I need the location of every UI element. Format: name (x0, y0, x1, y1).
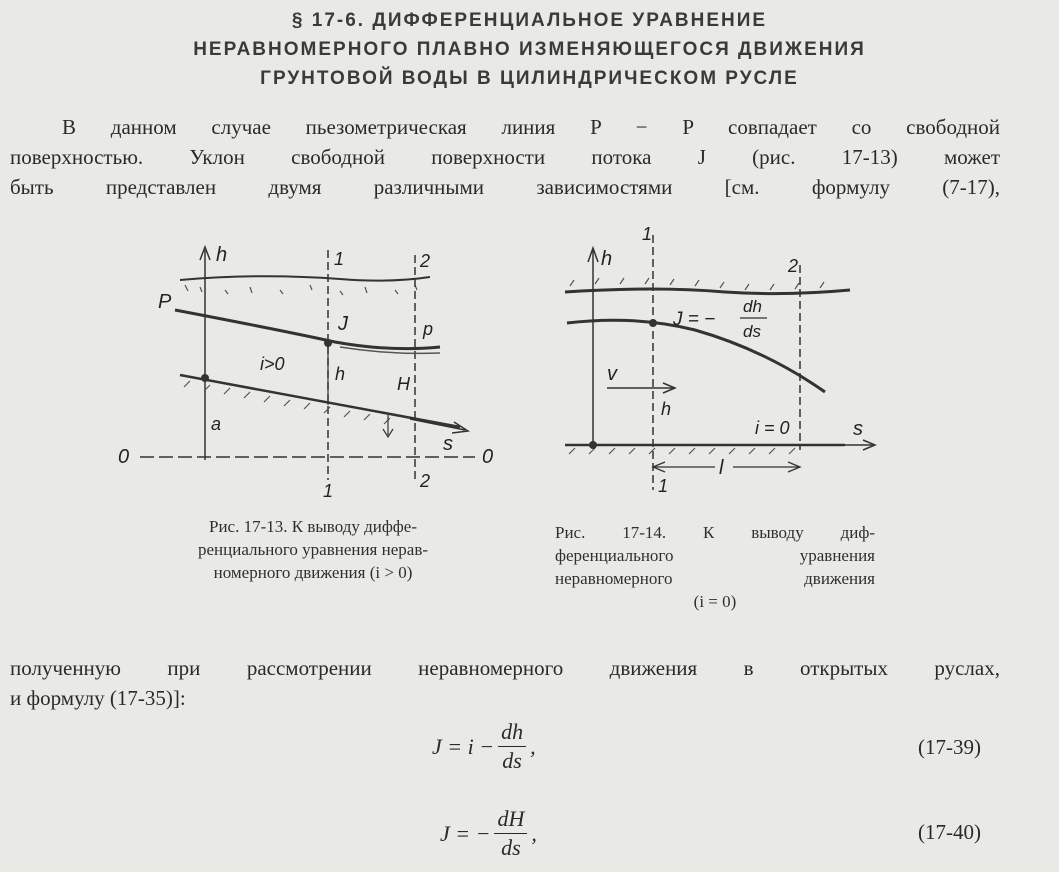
ground-surface-line (180, 276, 430, 280)
label-section-1-bottom: 1 (323, 481, 334, 500)
heading-line-2: НЕРАВНОМЕРНОГО ПЛАВНО ИЗМЕНЯЮЩЕГОСЯ ДВИЖЕНИЯ (193, 39, 866, 60)
caption-1-line-2: ренциального уравнения нерав- (197, 540, 429, 559)
label-J-eq: J = − (673, 309, 716, 330)
figure-17-14-caption (555, 521, 875, 613)
paragraph-2-line-1: полученную при рассмотрении неравномерного движения в открытых руслах, (10, 656, 1000, 680)
caption-2-line-2: ференциального уравнения (555, 546, 875, 565)
figure-17-14 (555, 220, 885, 500)
bed-hatching (569, 448, 795, 454)
label-a: a (211, 414, 222, 434)
figure-17-13-caption (128, 515, 498, 584)
caption-1-line-1: Рис. 17-13. К выводу диффе- (208, 517, 417, 536)
equation-17-39 (432, 718, 536, 775)
label-l: l (719, 457, 724, 479)
label-i-zero: i = 0 (755, 418, 790, 438)
label-h: h (601, 248, 613, 270)
label-P-left: P (158, 291, 172, 313)
caption-2-line-1: Рис. 17-14. К выводу диф- (555, 523, 875, 542)
equation-2-number: (17-40) (918, 820, 981, 844)
paragraph-1-line-2: поверхностью. Уклон свободной поверхности потока J (рис. 17-13) может (10, 145, 1000, 169)
bed-point (201, 374, 209, 382)
label-dh: dh (743, 297, 762, 316)
label-section-2-top: 2 (420, 251, 431, 271)
label-section-1-bottom: 1 (658, 476, 669, 496)
label-s: s (443, 433, 453, 455)
free-surface-line (175, 310, 440, 349)
heading-line-1: § 17-6. ДИФФЕРЕНЦИАЛЬНОЕ УРАВНЕНИЕ (291, 10, 768, 31)
paragraph-2-line-2: и формулу (17-35)]: (10, 686, 186, 710)
bed-line (180, 375, 460, 427)
point-on-surface (649, 319, 657, 327)
H-arrow (383, 415, 393, 437)
ground-surface-line (565, 289, 850, 294)
equation-1-denominator: ds (502, 748, 522, 773)
label-i-slope: i>0 (260, 354, 285, 374)
label-P-right: p (423, 319, 434, 339)
equation-17-40 (440, 805, 537, 862)
l-label-bg (715, 456, 733, 476)
label-s: s (853, 418, 863, 440)
equation-2-numerator: dH (494, 805, 527, 834)
label-section-1-top: 1 (642, 224, 653, 244)
equation-1-number: (17-39) (918, 735, 981, 759)
equation-2-denominator: ds (501, 835, 521, 860)
heading-line-3: ГРУНТОВОЙ ВОДЫ В ЦИЛИНДРИЧЕСКОМ РУСЛЕ (260, 68, 799, 89)
paragraph-1-line-1: В данном случае пьезометрическая линия P − P совпадает со свободной (62, 115, 1000, 139)
label-zero-right: 0 (482, 446, 494, 468)
point-on-surface (324, 339, 332, 347)
label-v: v (607, 363, 617, 385)
label-ds: ds (743, 322, 761, 341)
equation-1-lhs: J = i − (432, 733, 495, 759)
paragraph-2 (10, 653, 1000, 713)
label-section-2-top: 2 (788, 256, 799, 276)
equation-1-tail: , (530, 733, 536, 759)
soil-hatching (570, 278, 824, 290)
label-H: H (397, 374, 410, 394)
soil-hatching (185, 285, 417, 295)
paragraph-1 (10, 112, 1000, 202)
label-h: h (216, 244, 228, 266)
label-zero-left: 0 (118, 446, 130, 468)
caption-2-line-3: неравномерного движения (555, 569, 875, 588)
paragraph-1-line-3: быть представлен двумя различными зависимостями [см. формулу (7-17), (10, 175, 1000, 199)
section-heading (0, 6, 1059, 93)
free-surface-line (567, 320, 825, 392)
label-J: J (338, 313, 348, 335)
equation-2-fraction (494, 805, 527, 862)
caption-2-line-4: (i = 0) (693, 592, 737, 611)
bed-point (589, 441, 597, 449)
equation-2-lhs: J = − (440, 820, 491, 846)
equation-1-fraction (498, 718, 526, 775)
caption-1-line-3: номерного движения (i > 0) (213, 563, 413, 582)
label-section-2-bottom: 2 (420, 471, 431, 491)
equation-1-numerator: dh (498, 718, 526, 747)
label-section-1-top: 1 (334, 249, 345, 269)
figure-17-13 (110, 235, 510, 500)
label-h-mid: h (335, 364, 346, 384)
equation-2-tail: , (531, 820, 537, 846)
label-h-mid: h (661, 399, 672, 419)
